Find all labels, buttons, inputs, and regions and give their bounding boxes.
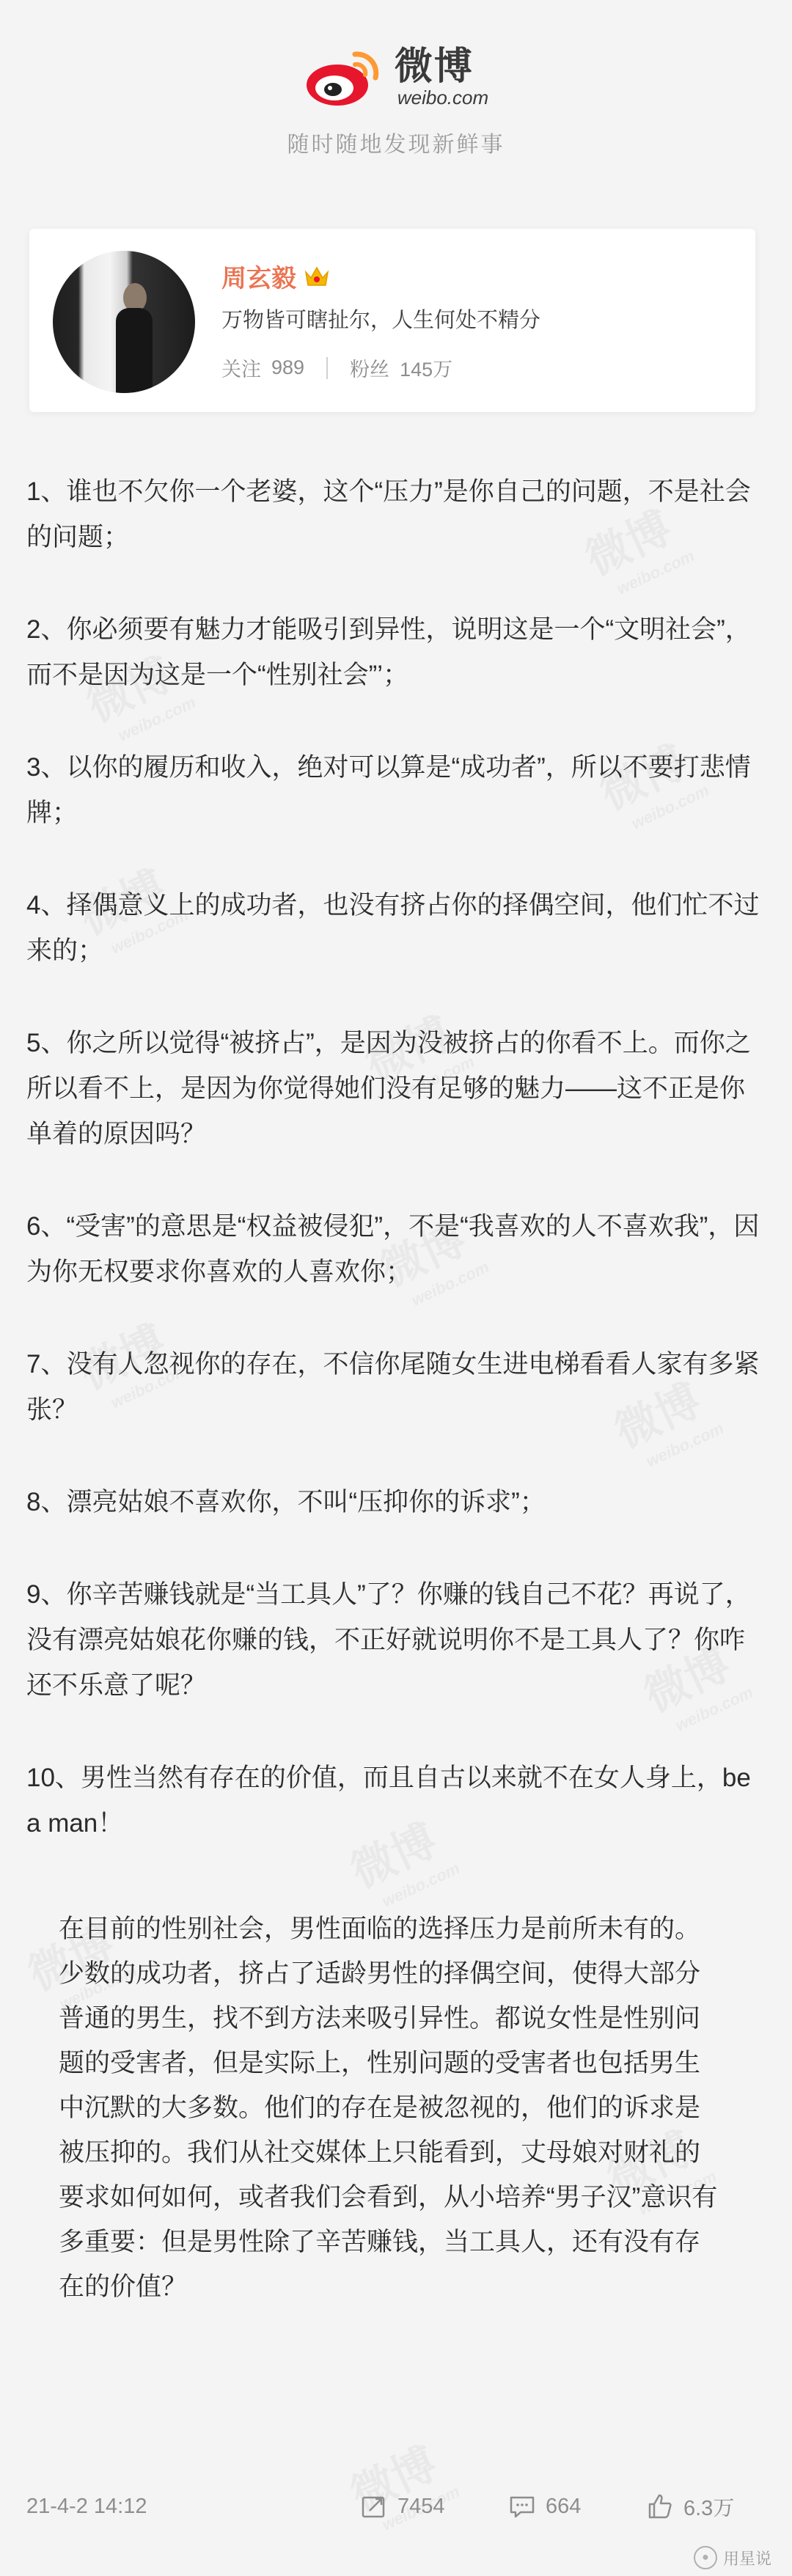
avatar-person-body (116, 308, 153, 393)
followers-label[interactable]: 粉丝 (350, 359, 390, 381)
weibo-logo[interactable] (0, 44, 792, 110)
comment-button[interactable] (507, 2492, 581, 2521)
source-logo-icon: ● (694, 2546, 717, 2569)
repost-icon (359, 2492, 389, 2521)
post-date: 21-4-2 14:12 (26, 2494, 147, 2518)
repost-count: 7454 (397, 2494, 445, 2518)
app-header (0, 44, 792, 158)
post-paragraph: 1、谁也不欠你一个老婆，这个“压力”是你自己的问题，不是社会的问题； (26, 477, 751, 551)
post-paragraph: 6、“受害”的意思是“权益被侵犯”，不是“我喜欢的人不喜欢我”，因为你无权要求你喜欢的人喜欢你； (26, 1212, 760, 1286)
thumbs-up-icon (645, 2492, 675, 2521)
quoted-post-text[interactable]: 在目前的性别社会，男性面临的选择压力是前所未有的。少数的成功者，挤占了适龄男性的择偶空间，使得大部分普通的男生，找不到方法来吸引异性。都说女性是性别问题的受害者，但是实际上，性别问题的受害者也包括男生中沉默的大多数。他们的存在是被忽视的，他们的诉求是被压抑的。我们从社交媒体上只能看到，丈母娘对财礼的要求如何如何，或者我们会看到，从小培养“男子汉”意识有多重要：但是男性除了辛苦赚钱，当工具人，还有没有存在的价值？ (59, 1915, 718, 2301)
stats-divider (326, 357, 328, 379)
crown-icon (304, 265, 330, 288)
post-paragraph: 7、没有人忽视你的存在，不信你尾随女生进电梯看看人家有多紧张？ (26, 1350, 760, 1424)
post-paragraph: 10、男性当然有存在的价值，而且自古以来就不在女人身上，be a man！ (26, 1764, 751, 1838)
logo-domain: weibo.com (397, 87, 489, 109)
avatar[interactable] (53, 251, 195, 393)
profile-name[interactable]: 周玄毅 (221, 265, 296, 293)
profile-stats (221, 353, 452, 382)
post-paragraph: 2、你必须要有魅力才能吸引到异性，说明这是一个“文明社会”，而不是因为这是一个“性别社会”’； (26, 615, 751, 689)
profile-bio: 万物皆可瞎扯尔，人生何处不精分 (221, 309, 541, 332)
post-paragraph: 4、择偶意义上的成功者，也没有挤占你的择偶空间，他们忙不过来的； (26, 891, 760, 965)
source-watermark (694, 2546, 771, 2569)
comment-count: 664 (546, 2494, 582, 2518)
like-count: 6.3万 (683, 2496, 735, 2520)
post-paragraph: 8、漂亮姑娘不喜欢你，不叫“压抑你的诉求”； (26, 1488, 546, 1516)
following-label[interactable]: 关注 (221, 359, 261, 381)
source-label: 用星说 (722, 2549, 771, 2568)
logo-wordmark (395, 46, 488, 108)
post-paragraph: 3、以你的履历和收入，绝对可以算是“成功者”，所以不要打悲情牌； (26, 753, 751, 827)
profile-card[interactable] (29, 229, 755, 412)
following-count[interactable]: 989 (271, 356, 305, 378)
weibo-eye-icon (304, 44, 384, 110)
like-button[interactable] (645, 2492, 734, 2522)
post-paragraph: 5、你之所以觉得“被挤占”，是因为没被挤占的你看不上。而你之所以看不上，是因为你觉得她们没有足够的魅力——这不正是你单着的原因吗？ (26, 1029, 751, 1148)
post-footer (0, 2484, 792, 2528)
profile-name-row (221, 258, 330, 294)
repost-button[interactable] (359, 2492, 445, 2521)
comment-icon (507, 2492, 537, 2521)
slogan: 随时随地发现新鲜事 (287, 133, 505, 157)
post-paragraph: 9、你辛苦赚钱就是“当工具人”了？你赚的钱自己不花？再说了，没有漂亮姑娘花你赚的钱，不正好就说明你不是工具人了？你咋还不乐意了呢？ (26, 1580, 751, 1700)
logo-chinese: 微博 (394, 44, 474, 89)
post-content (26, 469, 769, 1893)
followers-count[interactable]: 145万 (400, 359, 453, 381)
